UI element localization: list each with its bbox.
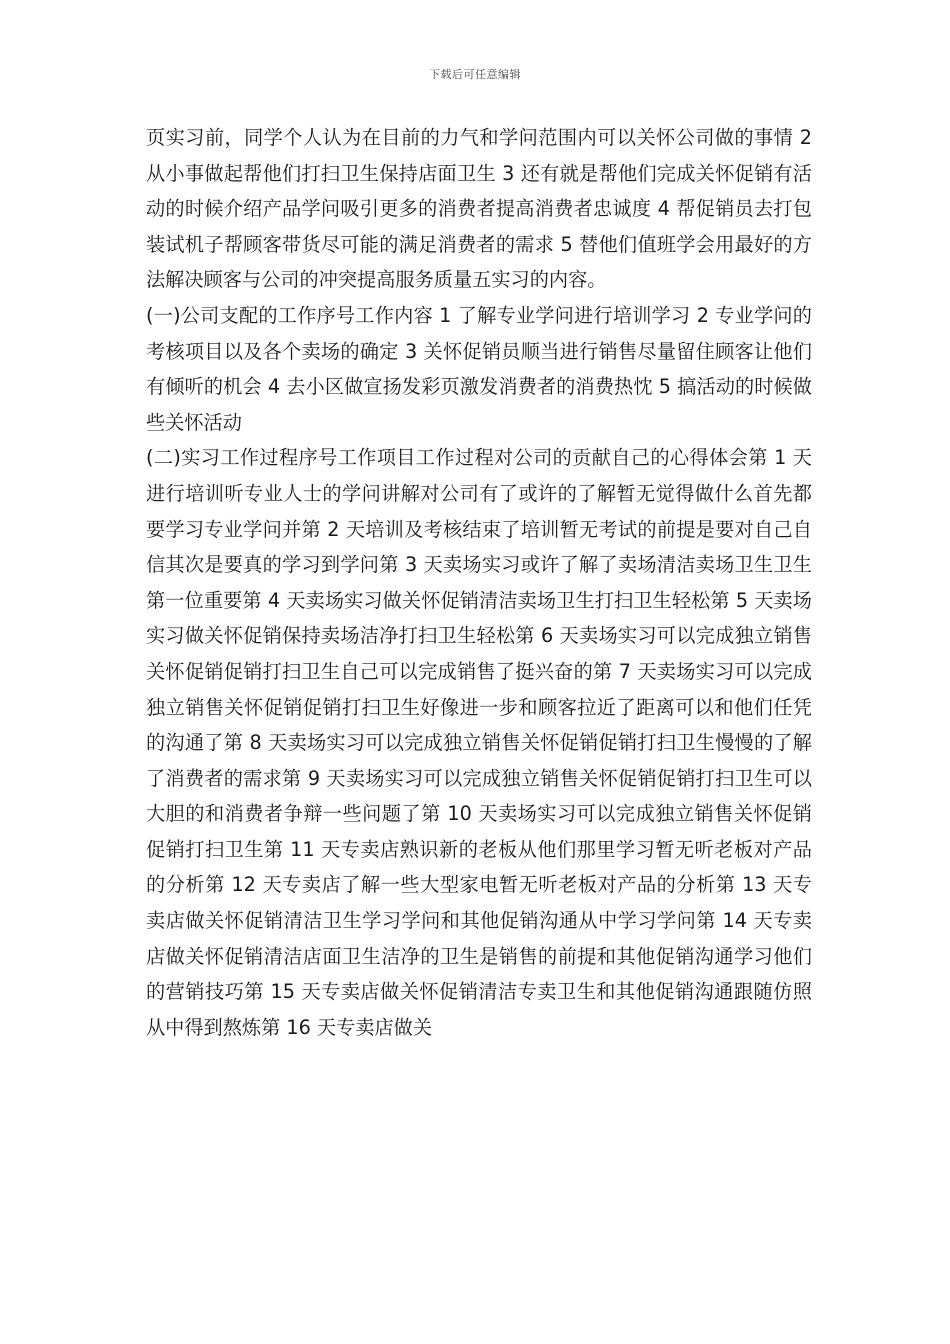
document-body [146, 120, 812, 1045]
paragraph-2: (一)公司支配的工作序号工作内容 1 了解专业学问进行培训学习 2 专业学问的考核项目以及各个卖场的确定 3 关怀促销员顺当进行销售尽量留住顾客让他们有倾听的机会 4 去小区做宣扬发彩页激发消费者的消费热忱 5 搞活动的时候做些关怀活动 [146, 303, 812, 434]
paragraph-3: (二)实习工作过程序号工作项目工作过程对公司的贡献自己的心得体会第 1 天进行培训听专业人士的学问讲解对公司有了或许的了解暂无觉得做什么首先都要学习专业学问并第 2 天培训及考核结束了培训暂无考试的前提是要对自己自信其次是要真的学习到学问第 3 天卖场实习或许了解了卖场清洁卖场卫生卫生第一位重要第 4 天卖场实习做关怀促销清洁卖场卫生打扫卫生轻松第 5 天卖场实习做关怀促销保持卖场洁净打扫卫生轻松第 6 天卖场实习可以完成独立销售关怀促销促销打扫卫生自己可以完成销售了挺兴奋的第 7 天卖场实习可以完成独立销售关怀促销促销打扫卫生好像进一步和顾客拉近了距离可以和他们任凭的沟通了第 8 天卖场实习可以完成独立销售关怀促销促销打扫卫生慢慢的了解了消费者的需求第 9 天卖场实习可以完成独立销售关怀促销促销打扫卫生可以大胆的和消费者争辩一些问题了第 10 天卖场实习可以完成独立销售关怀促销促销打扫卫生第 11 天专卖店熟识新的老板从他们那里学习暂无听老板对产品的分析第 12 天专卖店了解一些大型家电暂无听老板对产品的分析第 13 天专卖店做关怀促销清洁卫生学习学问和其他促销沟通从中学习学问第 14 天专卖店做关怀促销清洁店面卫生洁净的卫生是销售的前提和其他促销沟通学习他们的营销技巧第 15 天专卖店做关怀促销清洁专卖卫生和其他促销沟通跟随仿照从中得到熬炼第 16 天专卖店做关 [146, 446, 812, 1039]
paragraph-1: 页实习前，同学个人认为在目前的力气和学问范围内可以关怀公司做的事情 2 从小事做起帮他们打扫卫生保持店面卫生 3 还有就是帮他们完成关怀促销有活动的时候介绍产品学问吸引更多的消费者提高消费者忠诚度 4 帮促销员去打包装试机子帮顾客带货尽可能的满足消费者的需求 5 替他们值班学会用最好的方法解决顾客与公司的冲突提高服务质量五实习的内容。 [146, 126, 812, 292]
page-header: 下载后可任意编辑 [429, 68, 521, 81]
